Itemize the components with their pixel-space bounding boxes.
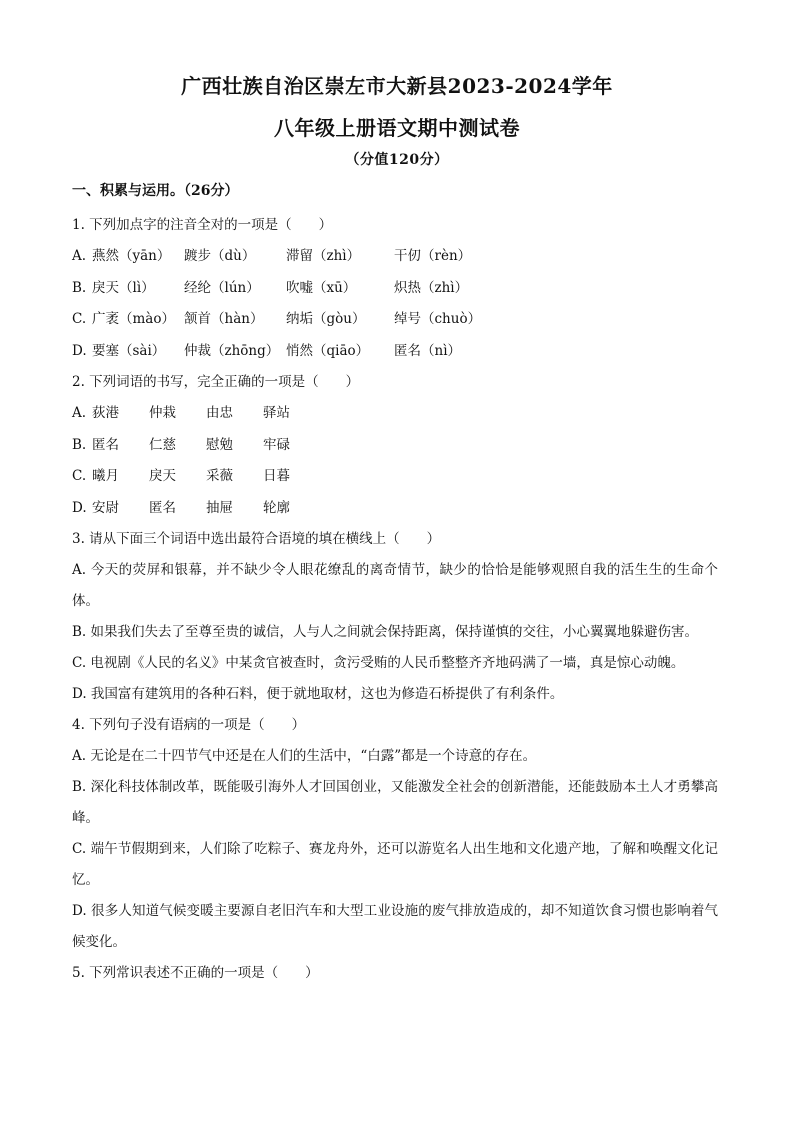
q1-option-a	[72, 241, 718, 273]
q4-option-d: D. 很多人知道气候变暖主要源自老旧汽车和大型工业设施的废气排放造成的，却不知道饮食习惯也影响着气候变化。	[72, 903, 718, 950]
q4-option-c: C. 端午节假期到来，人们除了吃粽子、赛龙舟外，还可以游览名人出生地和文化遗产地，了解和唤醒文化记忆。	[72, 841, 718, 888]
word: 轮廓	[263, 499, 290, 516]
word: 戾天	[149, 468, 176, 484]
pinyin-word: 滞留（zhì）	[286, 248, 361, 264]
score-note: （分值120分）	[345, 152, 449, 168]
pinyin-word: 戾天（lì）	[92, 279, 155, 296]
q3-stem: 3. 请从下面三个词语中选出最符合语境的填在横线上（ ）	[72, 531, 441, 547]
q1-option-b	[72, 273, 718, 305]
option-letter: A.	[72, 248, 87, 264]
word: 日暮	[263, 468, 290, 484]
q2-option-c	[72, 461, 718, 493]
word: 安尉	[92, 499, 119, 516]
q2-option-a	[72, 398, 718, 430]
word: 匿名	[92, 436, 119, 453]
option-letter: A.	[72, 405, 87, 421]
word: 驿站	[263, 405, 290, 421]
q2-option-d	[72, 493, 718, 525]
option-letter: B.	[72, 279, 87, 296]
q4-stem: 4. 下列句子没有语病的一项是（ ）	[72, 717, 306, 733]
option-letter: D.	[72, 342, 87, 359]
pinyin-word: 要塞（sài）	[92, 342, 166, 359]
word: 由忠	[206, 405, 233, 421]
word: 慰勉	[206, 436, 233, 453]
q3-option-c: C. 电视剧《人民的名义》中某贪官被查时，贪污受贿的人民币整整齐齐地码满了一墙，真是惊心动魄。	[72, 655, 685, 671]
q3-option-a: A. 今天的荧屏和银幕，并不缺少令人眼花缭乱的离奇情节，缺少的恰恰是能够观照自我的活生生的生命个体。	[72, 562, 718, 609]
q1-option-d	[72, 336, 718, 368]
word: 采薇	[206, 468, 233, 484]
pinyin-word: 燕然（yān）	[92, 248, 171, 264]
word: 仁慈	[149, 436, 176, 453]
q4-option-a: A. 无论是在二十四节气中还是在人们的生活中，“白露”都是一个诗意的存在。	[72, 748, 537, 764]
q4-option-b: B. 深化科技体制改革，既能吸引海外人才回国创业，又能激发全社会的创新潜能，还能鼓励本土人才勇攀高峰。	[72, 779, 718, 826]
pinyin-word: 广袤（mào）	[92, 311, 175, 327]
q2-option-b	[72, 430, 718, 462]
q3-option-b: B. 如果我们失去了至尊至贵的诚信，人与人之间就会保持距离，保持谨慎的交往，小心翼翼地躲避伤害。	[72, 624, 699, 640]
word: 仲栽	[149, 405, 176, 421]
word: 荻港	[92, 405, 119, 421]
option-letter: C.	[72, 311, 87, 327]
q3-option-d: D. 我国富有建筑用的各种石料，便于就地取材，这也为修造石桥提供了有利条件。	[72, 686, 564, 702]
word: 牢碌	[263, 436, 290, 453]
q1-stem: 1. 下列加点字的注音全对的一项是（ ）	[72, 217, 333, 233]
pinyin-word: 经纶（lún）	[184, 279, 260, 296]
pinyin-word: 绰号（chuò）	[394, 311, 482, 327]
q2-stem: 2. 下列词语的书写，完全正确的一项是（ ）	[72, 374, 360, 390]
pinyin-word: 踱步（dù）	[184, 248, 256, 264]
option-letter: D.	[72, 499, 87, 516]
word: 抽屉	[206, 499, 233, 516]
question-list	[72, 210, 718, 989]
q5-stem: 5. 下列常识表述不正确的一项是（ ）	[72, 965, 319, 981]
exam-title-line1: 广西壮族自治区崇左市大新县2023-2024学年	[181, 74, 613, 98]
q1-option-c	[72, 304, 718, 336]
exam-title-line2: 八年级上册语文期中测试卷	[274, 116, 520, 140]
pinyin-word: 悄然（qiāo）	[286, 342, 370, 359]
option-letter: B.	[72, 436, 87, 453]
word: 匿名	[149, 499, 176, 516]
pinyin-word: 匿名（nì）	[394, 342, 462, 359]
pinyin-word: 干仞（rèn）	[394, 248, 472, 264]
pinyin-word: 仲裁（zhōng）	[184, 342, 280, 359]
option-letter: C.	[72, 468, 87, 484]
pinyin-word: 纳垢（gòu）	[286, 311, 366, 327]
pinyin-word: 吹嘘（xū）	[286, 279, 357, 296]
pinyin-word: 颔首（hàn）	[184, 311, 264, 327]
pinyin-word: 炽热（zhì）	[394, 279, 469, 296]
word: 曦月	[92, 468, 119, 484]
section-heading: 一、积累与运用。（26分）	[72, 183, 239, 199]
